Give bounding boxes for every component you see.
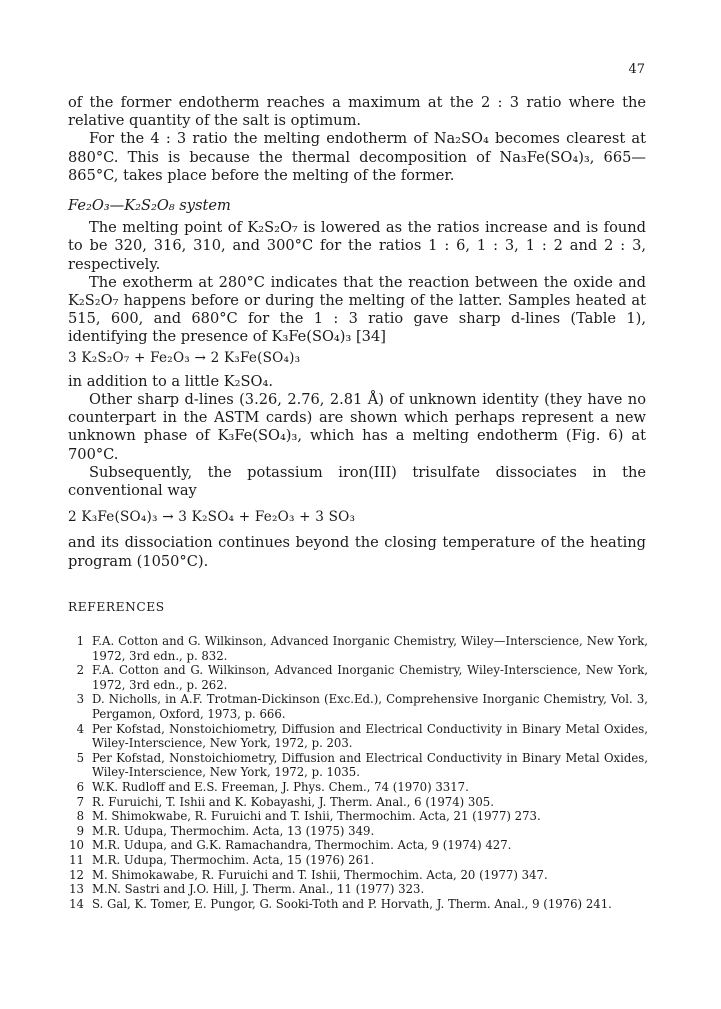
reference-item <box>68 868 648 883</box>
equation-2: 2 K₃Fe(SO₄)₃ → 3 K₂SO₄ + Fe₂O₃ + 3 SO₃ <box>68 509 356 526</box>
reference-number: 7 <box>76 794 84 809</box>
references-heading: REFERENCES <box>68 600 165 614</box>
reference-item <box>68 795 648 810</box>
paragraph-5: in addition to a little K₂SO₄. <box>68 372 273 390</box>
reference-text: W.K. Rudloff and E.S. Freeman, J. Phys. Chem., 74 (1970) 3317. <box>92 779 469 794</box>
reference-text: Per Kofstad, Nonstoichiometry, Diffusion and Electrical Conductivity in Binary Metal Oxides, Wiley-Interscience, New York, 1972, p. 203. <box>92 721 648 751</box>
paragraph-7: Subsequently, the potassium iron(III) trisulfate dissociates in the conventional way <box>68 463 646 500</box>
reference-number: 9 <box>76 823 84 838</box>
reference-text: D. Nicholls, in A.F. Trotman-Dickinson (Exc.Ed.), Comprehensive Inorganic Chemistry, Vol. 3, Pergamon, Oxford, 1973, p. 666. <box>92 692 648 721</box>
reference-number: 8 <box>76 809 84 824</box>
reference-text: F.A. Cotton and G. Wilkinson, Advanced Inorganic Chemistry, Wiley—Interscience, New York, 1972, 3rd edn., p. 832. <box>92 634 648 663</box>
reference-item <box>68 780 648 795</box>
reference-number: 6 <box>76 779 84 794</box>
reference-number: 5 <box>76 750 84 765</box>
reference-number: 4 <box>76 721 84 736</box>
reference-number: 12 <box>69 867 84 882</box>
paragraph-3: The melting point of K₂S₂O₇ is lowered as the ratios increase and is found to be 320, 316, 310, and 300°C for the ratios 1 : 6, 1 : 3, 1 : 2 and 2 : 3, respectively. <box>68 219 646 273</box>
reference-number: 2 <box>76 663 84 678</box>
reference-number: 11 <box>69 852 84 867</box>
reference-number: 13 <box>69 882 84 897</box>
reference-number: 1 <box>76 634 84 648</box>
reference-number: 3 <box>76 692 84 707</box>
references-list <box>68 634 648 911</box>
reference-text: M.N. Sastri and J.O. Hill, J. Therm. Anal., 11 (1977) 323. <box>92 882 425 897</box>
reference-item <box>68 882 648 897</box>
reference-text: M. Shimokawabe, R. Furuichi and T. Ishii, Thermochim. Acta, 20 (1977) 347. <box>92 867 548 882</box>
reference-number: 10 <box>69 838 84 853</box>
reference-text: R. Furuichi, T. Ishii and K. Kobayashi, J. Therm. Anal., 6 (1974) 305. <box>92 794 494 809</box>
reference-item <box>68 751 648 780</box>
body-text <box>68 94 646 571</box>
paragraph-4: The exotherm at 280°C indicates that the reaction between the oxide and K₂S₂O₇ happens before or during the melting of the latter. Samples heated at 515, 600, and 680°C for the 1 : 3 ratio gave sharp d-lines (Table 1), identifying the presence of K₃Fe(SO₄)₃ [34] <box>68 273 646 346</box>
reference-text: F.A. Cotton and G. Wilkinson, Advanced Inorganic Chemistry, Wiley-Interscience, New York, 1972, 3rd edn., p. 262. <box>92 663 648 692</box>
reference-item <box>68 722 648 751</box>
reference-number: 14 <box>69 896 84 911</box>
reference-text: M.R. Udupa, Thermochim. Acta, 13 (1975) 349. <box>92 823 375 838</box>
reference-text: M.R. Udupa, Thermochim. Acta, 15 (1976) 261. <box>92 852 375 867</box>
reference-item <box>68 663 648 692</box>
page-number: 47 <box>628 62 645 77</box>
reference-item <box>68 692 648 721</box>
paragraph-6: Other sharp d-lines (3.26, 2.76, 2.81 Å) of unknown identity (they have no counterpart in the ASTM cards) are shown which perhaps represent a new unknown phase of K₃Fe(SO₄)₃, which has a melting endotherm (Fig. 6) at 700°C. <box>68 391 646 463</box>
paragraph-8: and its dissociation continues beyond the closing temperature of the heating program (1050°C). <box>68 534 646 570</box>
reference-item <box>68 838 648 853</box>
reference-text: Per Kofstad, Nonstoichiometry, Diffusion and Electrical Conductivity in Binary Metal Oxides, Wiley-Interscience, New York, 1972, p. 1035. <box>92 750 648 780</box>
reference-item <box>68 853 648 868</box>
equation-1: 3 K₂S₂O₇ + Fe₂O₃ → 2 K₃Fe(SO₄)₃ <box>68 349 301 366</box>
paragraph-2: For the 4 : 3 ratio the melting endotherm of Na₂SO₄ becomes clearest at 880°C. This is because the thermal decomposition of Na₃Fe(SO₄)₃, 665—865°C, takes place before the melting of the former. <box>68 130 646 184</box>
reference-item <box>68 809 648 824</box>
reference-text: M.R. Udupa, and G.K. Ramachandra, Thermochim. Acta, 9 (1974) 427. <box>92 838 512 853</box>
reference-text: S. Gal, K. Tomer, E. Pungor, G. Sooki-Toth and P. Horvath, J. Therm. Anal., 9 (1976) 241. <box>92 896 612 911</box>
reference-item <box>68 897 648 912</box>
reference-text: M. Shimokwabe, R. Furuichi and T. Ishii, Thermochim. Acta, 21 (1977) 273. <box>92 809 541 824</box>
reference-item <box>68 634 648 663</box>
section-heading: Fe₂O₃—K₂S₂O₈ system <box>68 197 231 215</box>
reference-item <box>68 824 648 839</box>
paragraph-1: of the former endotherm reaches a maximum at the 2 : 3 ratio where the relative quantity of the salt is optimum. <box>68 94 646 130</box>
